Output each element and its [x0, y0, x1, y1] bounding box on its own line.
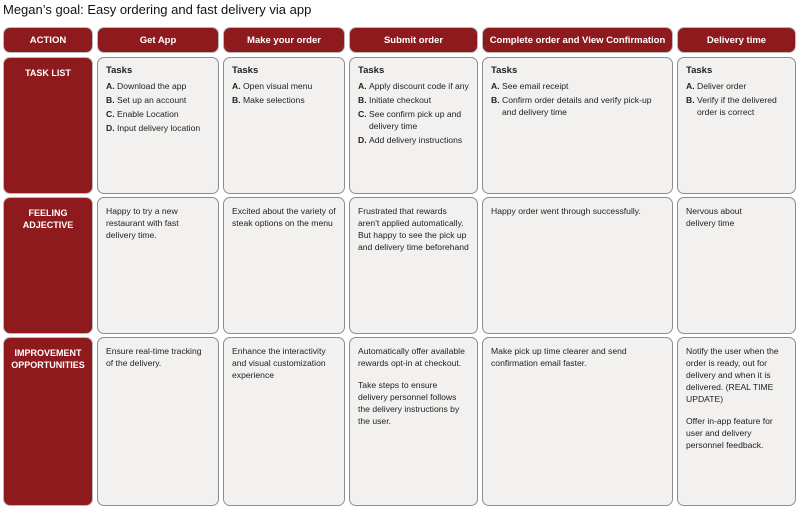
stage-header-complete-order — [482, 27, 673, 53]
feeling-text: Happy order went through successfully. — [491, 206, 641, 216]
task-text: Set up an account — [117, 95, 187, 105]
feeling-text: Nervous about delivery time — [686, 206, 742, 228]
stage-header-get-app — [97, 27, 219, 53]
task-item — [491, 94, 664, 118]
task-text: Verify if the delivered order is correct — [697, 95, 777, 117]
task-letter: D. — [106, 123, 115, 133]
stage-header-delivery-time — [677, 27, 796, 53]
tasks-heading: Tasks — [232, 65, 259, 76]
improvement-cell-get-app — [97, 337, 219, 506]
row-header-label: IMPROVEMENT OPPORTUNITIES — [11, 348, 85, 370]
feeling-text: Excited about the variety of steak options on the menu — [232, 206, 336, 228]
task-letter: B. — [232, 95, 241, 105]
task-letter: B. — [106, 95, 115, 105]
task-item — [106, 122, 210, 134]
improvement-cell-make-order — [223, 337, 345, 506]
task-letter: C. — [358, 109, 367, 119]
feeling-cell-get-app — [97, 197, 219, 334]
task-cell-submit-order — [349, 57, 478, 194]
improvement-cell-complete-order — [482, 337, 673, 506]
task-text: See email receipt — [502, 81, 569, 91]
task-letter: B. — [491, 95, 500, 105]
task-item — [491, 80, 664, 92]
improvement-text: Take steps to ensure delivery personnel follows the delivery instructions by the user. — [358, 380, 460, 426]
stage-header-label: Delivery time — [706, 34, 767, 46]
task-text: Download the app — [117, 81, 187, 91]
task-text: Deliver order — [697, 81, 747, 91]
task-letter: D. — [358, 135, 367, 145]
task-text: Open visual menu — [243, 81, 313, 91]
stage-header-label: Make your order — [247, 34, 321, 46]
improvement-text: Offer in-app feature for user and delivery personnel feedback. — [686, 416, 773, 450]
row-header-task-list — [3, 57, 93, 194]
task-item — [358, 134, 469, 146]
feeling-cell-submit-order — [349, 197, 478, 334]
task-cell-complete-order — [482, 57, 673, 194]
row-header-improvement — [3, 337, 93, 506]
row-header-label: FEELING ADJECTIVE — [22, 208, 74, 230]
improvement-text: Make pick up time clearer and send confirmation email faster. — [491, 346, 627, 368]
task-item — [232, 80, 336, 92]
task-text: Initiate checkout — [369, 95, 432, 105]
task-item — [358, 108, 469, 132]
improvement-text: Notify the user when the order is ready, out for delivery and when it is delivered. (REAL TIME UPDATE) — [686, 346, 779, 404]
task-item — [106, 94, 210, 106]
task-letter: A. — [232, 81, 241, 91]
task-item — [106, 108, 210, 120]
task-item — [686, 94, 787, 118]
task-text: Input delivery location — [117, 123, 201, 133]
feeling-text: Frustrated that rewards aren't applied automatically. But happy to see the pick up and delivery time beforehand — [358, 206, 469, 252]
task-letter: B. — [358, 95, 367, 105]
tasks-heading: Tasks — [686, 65, 713, 76]
page-title: Megan’s goal: Easy ordering and fast delivery via app — [3, 2, 312, 17]
task-cell-make-order — [223, 57, 345, 194]
improvement-cell-delivery-time — [677, 337, 796, 506]
tasks-heading: Tasks — [491, 65, 518, 76]
task-letter: C. — [106, 109, 115, 119]
task-letter: B. — [686, 95, 695, 105]
task-item — [232, 94, 336, 106]
task-text: Make selections — [243, 95, 305, 105]
feeling-cell-complete-order — [482, 197, 673, 334]
row-header-feeling — [3, 197, 93, 334]
task-item — [358, 80, 469, 92]
stage-header-label: Get App — [139, 34, 177, 46]
stage-header-label: Complete order and View Confirmation — [489, 34, 666, 46]
task-text: Confirm order details and verify pick-up and delivery time — [502, 95, 652, 117]
feeling-text: Happy to try a new restaurant with fast delivery time. — [106, 206, 179, 240]
improvement-text: Ensure real-time tracking of the delivery. — [106, 346, 202, 368]
task-letter: A. — [106, 81, 115, 91]
task-text: Apply discount code if any — [369, 81, 469, 91]
tasks-heading: Tasks — [106, 65, 133, 76]
stage-header-submit-order — [349, 27, 478, 53]
action-header — [3, 27, 93, 53]
improvement-text: Enhance the interactivity and visual customization experience — [232, 346, 326, 380]
task-item — [686, 80, 787, 92]
task-letter: A. — [686, 81, 695, 91]
improvement-cell-submit-order — [349, 337, 478, 506]
task-letter: A. — [491, 81, 500, 91]
tasks-heading: Tasks — [358, 65, 385, 76]
task-letter: A. — [358, 81, 367, 91]
improvement-text: Automatically offer available rewards opt-in at checkout. — [358, 346, 465, 368]
task-text: Enable Location — [117, 109, 179, 119]
task-item — [106, 80, 210, 92]
feeling-cell-make-order — [223, 197, 345, 334]
task-item — [358, 94, 469, 106]
task-text: Add delivery instructions — [369, 135, 463, 145]
task-cell-get-app — [97, 57, 219, 194]
stage-header-label: Submit order — [383, 34, 444, 46]
action-header-label: ACTION — [29, 34, 67, 46]
task-text: See confirm pick up and delivery time — [369, 109, 462, 131]
row-header-label: TASK LIST — [25, 68, 71, 78]
stage-header-make-order — [223, 27, 345, 53]
task-cell-delivery-time — [677, 57, 796, 194]
feeling-cell-delivery-time — [677, 197, 796, 334]
